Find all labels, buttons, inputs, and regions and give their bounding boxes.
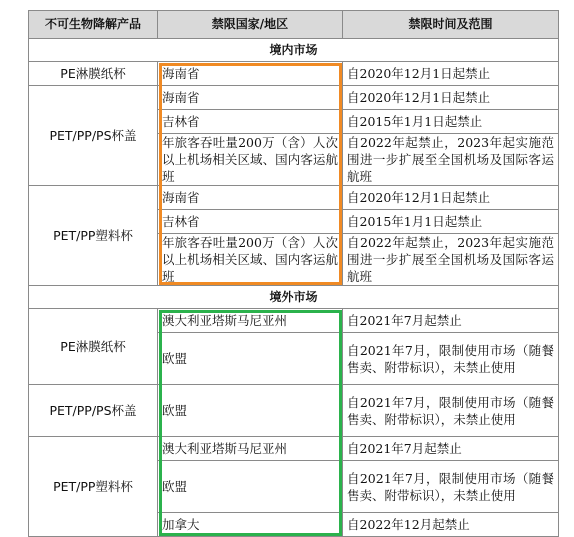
table-row [29,437,559,461]
time-cell: 自2020年12月1日起禁止 [343,62,559,86]
ban-table [28,10,559,537]
table-row [29,385,559,437]
time-cell: 自2015年1月1日起禁止 [343,110,559,134]
region-cell: 澳大利亚塔斯马尼亚州 [158,437,343,461]
time-cell: 自2021年7月，限制使用市场（随餐售卖、附带标识），未禁止使用 [343,333,559,385]
section-row-overseas [29,286,559,309]
region-cell: 澳大利亚塔斯马尼亚州 [158,309,343,333]
region-cell: 吉林省 [158,110,343,134]
region-cell: 加拿大 [158,513,343,537]
region-cell: 海南省 [158,186,343,210]
section-row-domestic [29,39,559,62]
header-product: 不可生物降解产品 [29,11,158,39]
time-cell: 自2015年1月1日起禁止 [343,210,559,234]
table-row [29,186,559,210]
time-cell: 自2021年7月起禁止 [343,309,559,333]
time-cell: 自2021年7月起禁止 [343,437,559,461]
region-cell: 年旅客吞吐量200万（含）人次以上机场相关区域、国内客运航班 [158,234,343,286]
region-cell: 海南省 [158,86,343,110]
product-cell: PET/PP塑料杯 [29,437,158,537]
product-cell: PET/PP塑料杯 [29,186,158,286]
section-title-domestic: 境内市场 [29,39,559,62]
region-cell: 吉林省 [158,210,343,234]
time-cell: 自2022年起禁止，2023年起实施范围进一步扩展至全国机场及国际客运航班 [343,234,559,286]
product-cell: PE淋膜纸杯 [29,62,158,86]
product-cell: PET/PP/PS杯盖 [29,86,158,186]
region-cell: 年旅客吞吐量200万（含）人次以上机场相关区域、国内客运航班 [158,134,343,186]
header-row [29,11,559,39]
region-cell: 欧盟 [158,461,343,513]
region-cell: 海南省 [158,62,343,86]
time-cell: 自2021年7月，限制使用市场（随餐售卖、附带标识），未禁止使用 [343,461,559,513]
time-cell: 自2021年7月，限制使用市场（随餐售卖、附带标识），未禁止使用 [343,385,559,437]
time-cell: 自2020年12月1日起禁止 [343,86,559,110]
table-row [29,309,559,333]
header-time: 禁限时间及范围 [343,11,559,39]
product-cell: PE淋膜纸杯 [29,309,158,385]
region-cell: 欧盟 [158,385,343,437]
time-cell: 自2022年12月起禁止 [343,513,559,537]
product-cell: PET/PP/PS杯盖 [29,385,158,437]
table-row [29,86,559,110]
section-title-overseas: 境外市场 [29,286,559,309]
time-cell: 自2020年12月1日起禁止 [343,186,559,210]
region-cell: 欧盟 [158,333,343,385]
header-region: 禁限国家/地区 [158,11,343,39]
table-row [29,62,559,86]
time-cell: 自2022年起禁止，2023年起实施范围进一步扩展至全国机场及国际客运航班 [343,134,559,186]
